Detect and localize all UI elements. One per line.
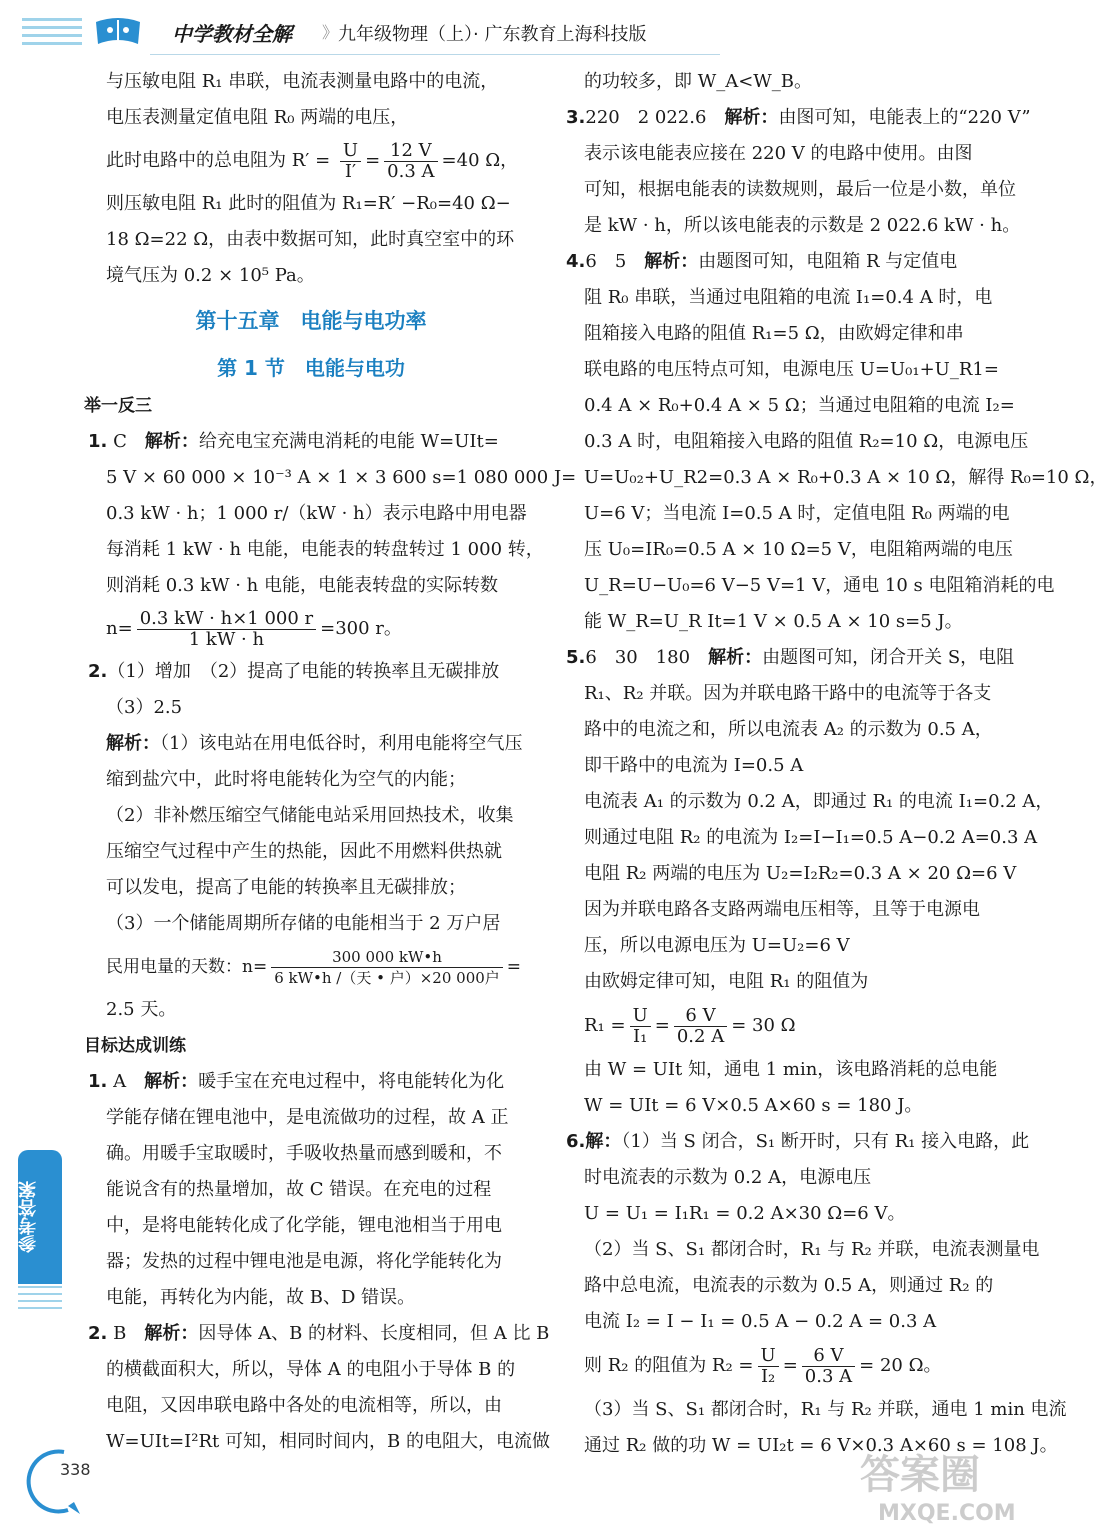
question-number: 2.: [88, 1323, 108, 1344]
text-line: [88, 726, 534, 762]
text-line: 即干路中的电流为 I=0.5 A: [584, 755, 804, 776]
text-line: 境气压为 0.2 × 10⁵ Pa。: [106, 265, 315, 286]
fraction: [271, 947, 503, 988]
text-line: 电流表 A₁ 的示数为 0.2 A，即通过 R₁ 的电流 I₁=0.2 A，: [584, 791, 1054, 812]
text-line: 能 W_R=U_R It=1 V × 0.5 A × 10 s=5 J。: [584, 611, 963, 632]
text-line: （3）一个储能周期所存储的电能相当于 2 万户居: [106, 913, 501, 934]
header-decor-lines: [22, 18, 82, 50]
fraction: [384, 141, 437, 182]
question-answer: C: [113, 431, 127, 452]
subsection-heading: 举一反三: [84, 396, 152, 416]
text-line: 电压表测量定值电阻 R₀ 两端的电压，: [106, 107, 409, 128]
formula-prefix: 民用电量的天数：n=: [106, 957, 268, 977]
text-line: （1）当 S 闭合，S₁ 断开时，只有 R₁ 接入电路，此: [621, 1131, 1030, 1152]
subsection-heading: 目标达成训练: [84, 1036, 186, 1056]
text-line: 18 Ω=22 Ω，由表中数据可知，此时真空室中的环: [106, 229, 515, 250]
fraction-numerator: 0.3 kW · h×1 000 r: [137, 609, 316, 630]
side-tab-label: 参考答案: [18, 1181, 39, 1253]
formula-suffix: = 20 Ω。: [859, 1355, 942, 1376]
question-line: [88, 1316, 550, 1352]
formula-suffix: = 30 Ω: [731, 1015, 796, 1036]
fraction-numerator: U: [340, 141, 361, 162]
fraction: [137, 609, 316, 650]
text-line: 阻箱接入电路的阻值 R₁=5 Ω，由欧姆定律和串: [584, 323, 964, 344]
text-line: 电能，再转化为内能，故 B、D 错误。: [106, 1287, 416, 1308]
fraction-denominator: 0.2 A: [676, 1025, 725, 1047]
text-line: 的横截面积大，所以，导体 A 的电阻小于导体 B 的: [106, 1359, 516, 1380]
text-line: 因导体 A、B 的材料、长度相同，但 A 比 B: [198, 1323, 550, 1344]
question-line: [566, 640, 1015, 676]
text-line: 则压敏电阻 R₁ 此时的阻值为 R₁=R′ −R₀=40 Ω−: [106, 193, 511, 214]
formula-prefix: 则 R₂ 的阻值为 R₂ =: [584, 1355, 754, 1376]
text-line: （2）非补燃压缩空气储能电站采用回热技术，收集: [106, 805, 514, 826]
fraction-denominator: 0.3 A: [387, 160, 435, 182]
text-line: 由 W = UIt 知，通电 1 min，该电路消耗的总电能: [584, 1059, 998, 1080]
text-line: 由图可知，电能表上的“220 V”: [778, 107, 1031, 128]
text-line: 时电流表的示数为 0.2 A，电源电压: [584, 1167, 872, 1188]
question-number: 5.: [566, 647, 586, 668]
text-line: 压缩空气过程中产生的热能，因此不用燃料供热就: [106, 841, 502, 862]
fraction-numerator: U: [630, 1006, 651, 1027]
question-answer: 6 30 180: [585, 647, 691, 668]
watermark-line2: MXQE.COM: [878, 1501, 1016, 1526]
text-line: 给充电宝充满电消耗的电能 W=UIt=: [198, 431, 499, 452]
analysis-label: 解析：: [144, 1071, 199, 1092]
formula-suffix: =40 Ω，: [441, 150, 519, 171]
fraction: [630, 1006, 651, 1047]
text-line: U = U₁ = I₁R₁ = 0.2 A×30 Ω=6 V。: [584, 1203, 906, 1224]
page-number-badge-icon: [28, 1448, 124, 1518]
formula-line: [88, 942, 534, 992]
text-line: 与压敏电阻 R₁ 串联，电流表测量电路中的电流，: [106, 71, 499, 92]
equals-sign: =: [782, 1355, 798, 1376]
fraction: [802, 1346, 855, 1387]
fraction-numerator: 12 V: [384, 141, 437, 162]
page-header: [0, 0, 1032, 62]
text-line: 电流 I₂ = I − I₁ = 0.5 A − 0.2 A = 0.3 A: [584, 1311, 937, 1332]
right-column: [566, 64, 1107, 1464]
watermark-logo: [850, 1440, 1020, 1530]
text-line: （1）该电站在用电低谷时，利用电能将空气压: [160, 733, 523, 754]
text-line: 压 U₀=IR₀=0.5 A × 10 Ω=5 V，电阻箱两端的电压: [584, 539, 1013, 560]
header-separator: 》: [322, 23, 339, 42]
text-line: 学能存储在锂电池中，是电流做功的过程，故 A 正: [106, 1107, 509, 1128]
book-title: 中学教材全解: [172, 22, 292, 46]
text-line: 确。用暖手宝取暖时，手吸收热量而感到暖和，不: [106, 1143, 502, 1164]
book-subtitle: 九年级物理（上）· 广东教育上海科技版: [338, 24, 647, 45]
fraction: [674, 1006, 727, 1047]
question-answer: B: [113, 1323, 127, 1344]
text-line: 是 kW · h，所以该电能表的示数是 2 022.6 kW · h。: [584, 215, 1021, 236]
text-line: U=6 V；当电流 I=0.5 A 时，定值电阻 R₀ 两端的电: [584, 503, 1010, 524]
text-line: 中，是将电能转化成了化学能，锂电池相当于用电: [106, 1215, 502, 1236]
text-line: 压，所以电源电压为 U=U₂=6 V: [584, 935, 850, 956]
analysis-label: 解析：: [144, 431, 199, 452]
solution-label: 解：: [585, 1131, 622, 1152]
question-line: [88, 424, 534, 460]
formula-line: [88, 136, 534, 186]
text-line: 0.3 A 时，电阻箱接入电路的阻值 R₂=10 Ω，电源电压: [584, 431, 1029, 452]
analysis-label: 解析：: [144, 1323, 199, 1344]
text-line: 暖手宝在充电过程中，将电能转化为化: [198, 1071, 505, 1092]
question-line: [566, 100, 1031, 136]
text-line: （1）增加 （2）提高了电能的转换率且无碳排放: [107, 661, 500, 682]
question-answer: 220 2 022.6: [585, 107, 707, 128]
text-line: W = UIt = 6 V×0.5 A×60 s = 180 J。: [584, 1095, 923, 1116]
question-line: [566, 244, 1012, 280]
text-line: 2.5 天。: [106, 999, 177, 1020]
question-number: 4.: [566, 251, 586, 272]
fraction-denominator: 1 kW · h: [188, 628, 265, 650]
chapter-title: 第十五章 电能与电功率: [195, 309, 427, 333]
fraction-denominator: 6 kW•h /（天 • 户）×20 000户: [274, 969, 500, 987]
fraction-numerator: 6 V: [674, 1006, 727, 1027]
question-answer: 6 5: [585, 251, 627, 272]
fraction-numerator: U: [758, 1346, 779, 1367]
text-line: 每消耗 1 kW · h 电能，电能表的转盘转过 1 000 转，: [106, 539, 544, 560]
question-number: 6.: [566, 1131, 586, 1152]
formula-prefix: n=: [106, 618, 133, 639]
formula-line: [88, 604, 534, 654]
side-decor-lines: [18, 1286, 62, 1314]
fraction-denominator: 0.3 A: [804, 1365, 853, 1387]
text-line: 由欧姆定律可知，电阻 R₁ 的阻值为: [584, 971, 869, 992]
formula-line: [566, 1340, 1012, 1392]
fraction: [340, 141, 361, 182]
text-line: 能说含有的热量增加，故 C 错误。在充电的过程: [106, 1179, 492, 1200]
section-title: 第 1 节 电能与电功: [217, 356, 405, 380]
fraction-numerator: 300 000 kW•h: [271, 947, 503, 968]
text-line: （3）当 S、S₁ 都闭合时，R₁ 与 R₂ 并联，通电 1 min 电流: [584, 1399, 1067, 1420]
equals-sign: =: [654, 1015, 670, 1036]
analysis-label: 解析：: [724, 107, 779, 128]
text-line: 缩到盐穴中，此时将电能转化为空气的内能；: [106, 769, 466, 790]
text-line: （2）当 S、S₁ 都闭合时，R₁ 与 R₂ 并联，电流表测量电: [584, 1239, 1040, 1260]
formula-suffix: =: [506, 957, 522, 977]
question-line: [566, 1124, 1030, 1160]
formula-suffix: =300 r。: [320, 618, 402, 639]
fraction-numerator: 6 V: [802, 1346, 855, 1367]
text-line: U_R=U−U₀=6 V−5 V=1 V，通电 10 s 电阻箱消耗的电: [584, 575, 1055, 596]
text-line: 5 V × 60 000 × 10⁻³ A × 1 × 3 600 s=1 080 000 J=: [106, 467, 577, 488]
question-number: 2.: [88, 661, 108, 682]
text-line: 电阻 R₂ 两端的电压为 U₂=I₂R₂=0.3 A × 20 Ω=6 V: [584, 863, 1017, 884]
analysis-label: 解析：: [644, 251, 699, 272]
book-logo-icon: [92, 14, 144, 50]
text-line: 由题图可知，闭合开关 S，电阻: [762, 647, 1015, 668]
text-line: U=U₀₂+U_R2=0.3 A × R₀+0.3 A × 10 Ω，解得 R₀=10 Ω，: [584, 467, 1107, 488]
text-line: 则通过电阻 R₂ 的电流为 I₂=I−I₁=0.5 A−0.2 A=0.3 A: [584, 827, 1038, 848]
text-line: W=UIt=I²Rt 可知，相同时间内，B 的电阻大，电流做: [106, 1431, 550, 1452]
text-line: 则消耗 0.3 kW · h 电能，电能表转盘的实际转数: [106, 575, 498, 596]
text-line: 电阻，又因串联电路中各处的电流相等，所以，由: [106, 1395, 502, 1416]
question-line: [88, 1064, 534, 1100]
fraction: [758, 1346, 779, 1387]
formula-line: [566, 1000, 1012, 1052]
fraction-denominator: I′: [344, 160, 357, 182]
question-number: 1.: [88, 431, 108, 452]
question-number: 1.: [88, 1071, 108, 1092]
text-line: 因为并联电路各支路两端电压相等，且等于电源电: [584, 899, 980, 920]
equals-sign: =: [365, 150, 381, 171]
header-rule: [150, 54, 720, 55]
text-line: R₁、R₂ 并联。因为并联电路干路中的电流等于各支: [584, 683, 992, 704]
left-column: [84, 64, 577, 1460]
text-line: 阻 R₀ 串联，当通过电阻箱的电流 I₁=0.4 A 时，电: [584, 287, 993, 308]
analysis-label: 解析：: [708, 647, 763, 668]
text-line: 0.3 kW · h；1 000 r/（kW · h）表示电路中用电器: [106, 503, 527, 524]
text-line: 通过 R₂ 做的功 W = UI₂t = 6 V×0.3 A×60 s = 108 J。: [584, 1435, 1058, 1456]
page-number: 338: [60, 1460, 91, 1479]
analysis-label: 解析：: [106, 733, 160, 754]
question-number: 3.: [566, 107, 586, 128]
question-answer: A: [113, 1071, 127, 1092]
formula-prefix: 此时电路中的总电阻为 R′ =: [106, 150, 331, 171]
fraction-denominator: I₂: [760, 1365, 776, 1387]
text-line: 可以发电，提高了电能的转换率且无碳排放；: [106, 877, 466, 898]
fraction-denominator: I₁: [633, 1025, 648, 1047]
text-line: 器；发热的过程中锂电池是电源，将化学能转化为: [106, 1251, 502, 1272]
formula-prefix: R₁ =: [584, 1015, 626, 1036]
text-line: 联电路的电压特点可知，电源电压 U=U₀₁+U_R1=: [584, 359, 999, 380]
text-line: 路中总电流，电流表的示数为 0.5 A，则通过 R₂ 的: [584, 1275, 994, 1296]
question-line: [88, 654, 534, 690]
text-line: 表示该电能表应接在 220 V 的电路中使用。由图: [584, 143, 973, 164]
watermark-line1: 答案圈: [860, 1452, 980, 1498]
text-line: 0.4 A × R₀+0.4 A × 5 Ω；当通过电阻箱的电流 I₂=: [584, 395, 1015, 416]
text-line: 由题图可知，电阻箱 R 与定值电: [698, 251, 958, 272]
text-line: 的功较多，即 W_A<W_B。: [584, 71, 813, 92]
text-line: （3）2.5: [106, 697, 183, 718]
answers-side-tab: [18, 1150, 62, 1284]
text-line: 可知，根据电能表的读数规则，最后一位是小数，单位: [584, 179, 1016, 200]
text-line: 路中的电流之和，所以电流表 A₂ 的示数为 0.5 A，: [584, 719, 993, 740]
